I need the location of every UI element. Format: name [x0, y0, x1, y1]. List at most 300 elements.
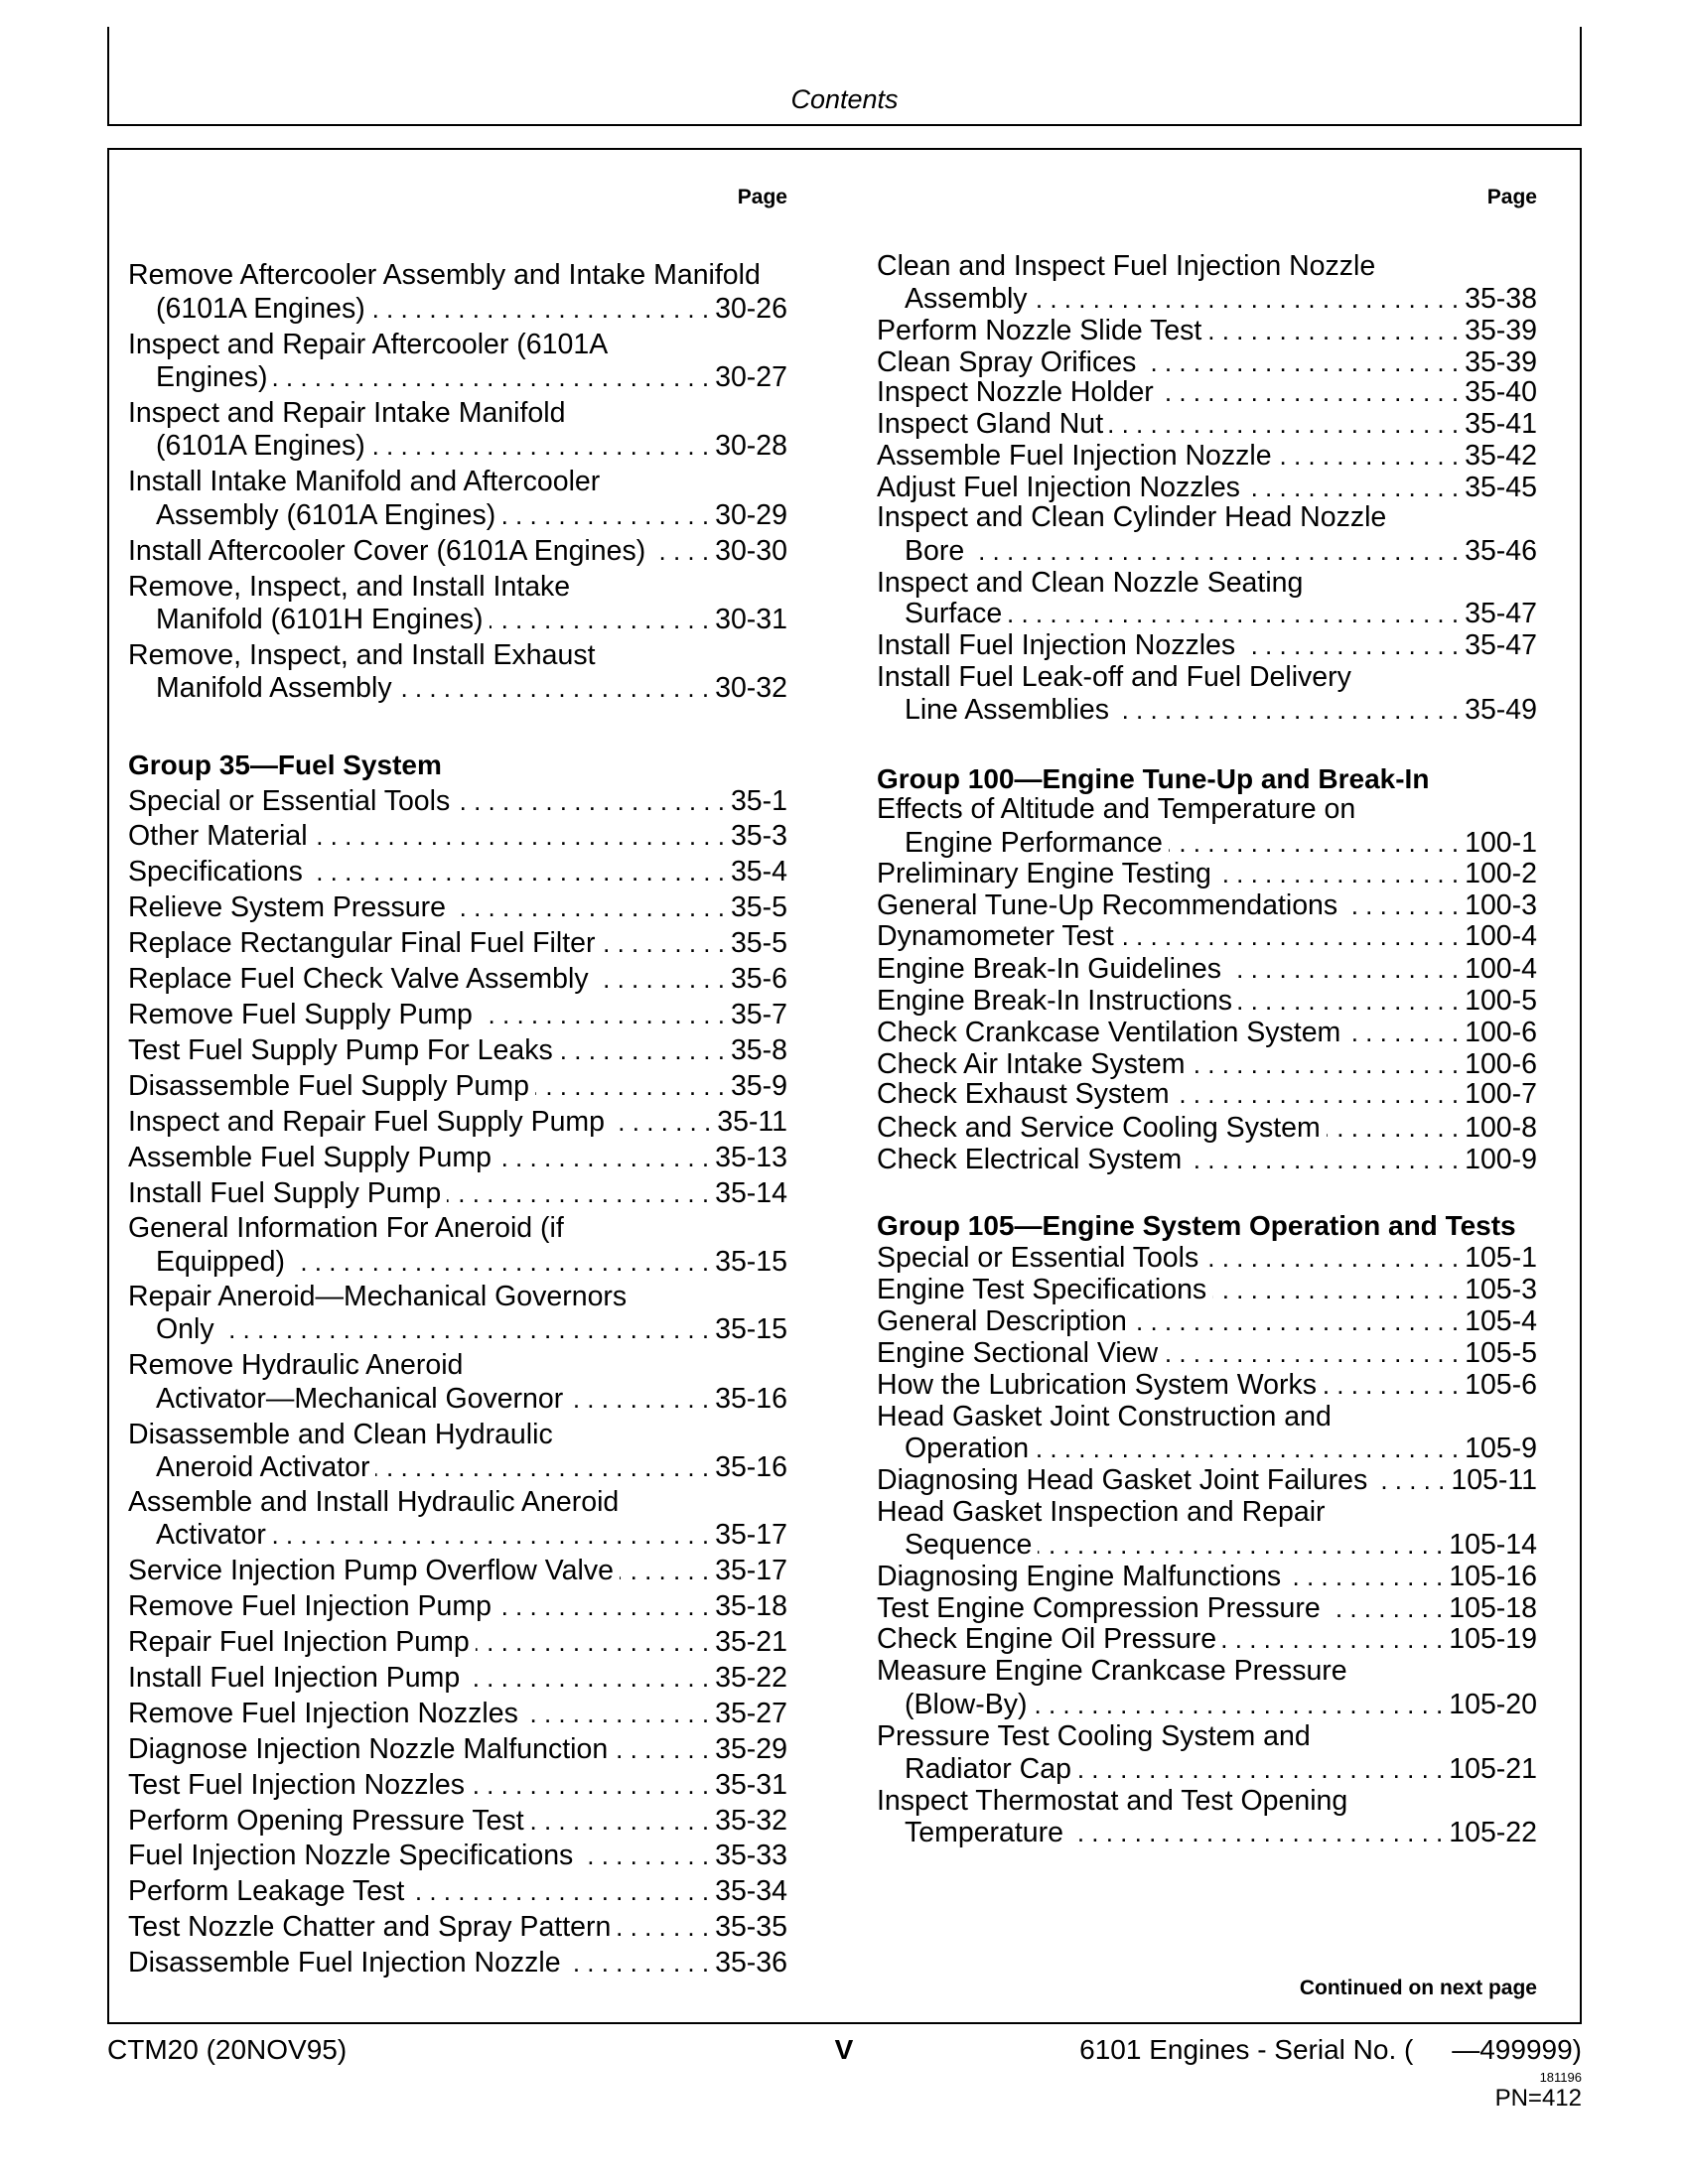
toc-entry-title: Engine Test Specifications — [877, 1274, 1207, 1305]
toc-entry-page: 105-18 — [1449, 1592, 1537, 1624]
dot-leader — [1069, 1816, 1443, 1849]
toc-entry[interactable] — [877, 919, 1537, 953]
toc-entry-page: 30-26 — [715, 293, 787, 325]
dot-leader — [309, 855, 725, 888]
toc-entry-title: Dynamometer Test — [877, 920, 1114, 952]
toc-entry-title: Check and Service Cooling System — [877, 1112, 1321, 1144]
toc-entry[interactable] — [128, 1946, 787, 1979]
toc-entry[interactable] — [128, 1732, 787, 1766]
toc-entry[interactable] — [877, 1495, 1537, 1529]
toc-entry[interactable] — [128, 1382, 787, 1416]
toc-entry[interactable] — [877, 1400, 1537, 1433]
toc-entry-page: 35-34 — [715, 1875, 787, 1907]
toc-entry-title: Remove Aftercooler Assembly and Intake Manifold — [128, 259, 761, 291]
toc-entry-title: Only — [156, 1313, 214, 1345]
toc-entry-page: 35-7 — [730, 999, 787, 1030]
toc-entry-page: 35-3 — [730, 820, 787, 852]
toc-entry-title: (Blow-By) — [905, 1689, 1028, 1720]
toc-entry-title: Repair Fuel Injection Pump — [128, 1626, 470, 1658]
toc-entry[interactable] — [128, 1211, 787, 1245]
page-title: Contents — [790, 84, 899, 114]
toc-entry-title: Replace Rectangular Final Fuel Filter — [128, 927, 596, 959]
dot-leader — [1133, 1304, 1459, 1338]
toc-entry-page: 35-38 — [1465, 283, 1537, 315]
dot-leader — [1038, 1528, 1443, 1562]
toc-entry[interactable] — [128, 962, 787, 996]
dot-leader — [1169, 826, 1459, 860]
toc-entry[interactable] — [877, 857, 1537, 890]
dot-leader — [371, 292, 709, 326]
toc-entry-page: 35-49 — [1465, 694, 1537, 726]
toc-entry-title: Test Fuel Injection Nozzles — [128, 1769, 465, 1801]
toc-entry-title: Surface — [905, 598, 1003, 629]
dot-leader — [1120, 919, 1459, 953]
dot-leader — [1227, 952, 1459, 986]
dot-leader — [559, 1033, 725, 1067]
toc-entry-title: Engines) — [156, 361, 268, 393]
toc-entry[interactable] — [877, 1816, 1537, 1849]
dot-leader — [535, 1069, 725, 1103]
toc-entry-title: Radiator Cap — [905, 1753, 1071, 1785]
toc-entry[interactable] — [877, 693, 1537, 727]
dot-leader — [1241, 628, 1459, 662]
toc-entry-title: Test Nozzle Chatter and Spray Pattern — [128, 1911, 612, 1943]
dot-leader — [314, 819, 725, 853]
footer-manual-id: CTM20 (20NOV95) — [107, 2034, 348, 2065]
toc-entry[interactable] — [877, 1528, 1537, 1562]
toc-entry[interactable] — [877, 984, 1537, 1018]
toc-entry-page: 105-11 — [1451, 1464, 1537, 1496]
toc-entry[interactable] — [128, 1450, 787, 1484]
toc-entry-page: 35-4 — [730, 856, 787, 887]
dot-leader — [1343, 888, 1459, 922]
toc-entry-page: 30-32 — [715, 672, 787, 704]
dot-leader — [497, 1141, 709, 1174]
toc-entry-page: 35-22 — [715, 1662, 787, 1694]
toc-entry[interactable] — [877, 534, 1537, 568]
toc-entry-title: Specifications — [128, 856, 303, 887]
dot-leader — [1034, 282, 1460, 316]
dot-leader — [466, 1661, 709, 1695]
toc-entry[interactable] — [877, 1273, 1537, 1306]
toc-entry-page: 35-47 — [1465, 598, 1537, 629]
dot-leader — [620, 1554, 709, 1587]
toc-entry-page: 105-3 — [1465, 1274, 1537, 1305]
toc-entry[interactable] — [128, 534, 787, 568]
dot-leader — [1373, 1463, 1445, 1497]
toc-entry-page: 105-21 — [1449, 1753, 1537, 1785]
toc-entry[interactable] — [877, 1622, 1537, 1656]
toc-entry-page: 35-5 — [730, 927, 787, 959]
toc-entry-title: Assembly — [905, 283, 1028, 315]
toc-entry[interactable] — [877, 500, 1537, 534]
dot-leader — [1346, 1016, 1459, 1049]
dot-leader — [1109, 407, 1459, 441]
toc-entry[interactable] — [128, 671, 787, 705]
toc-entry-page: 105-19 — [1449, 1623, 1537, 1655]
toc-entry-title: Diagnose Injection Nozzle Malfunction — [128, 1733, 609, 1765]
toc-entry-page: 35-16 — [715, 1451, 787, 1483]
toc-entry[interactable] — [877, 1143, 1537, 1176]
toc-entry-title: Install Intake Manifold and Aftercooler — [128, 466, 601, 497]
toc-entry-title: Inspect Nozzle Holder — [877, 376, 1154, 408]
dot-leader — [1287, 1560, 1443, 1593]
dot-leader — [272, 1518, 709, 1552]
toc-entry-page: 35-15 — [715, 1246, 787, 1278]
toc-entry[interactable] — [877, 792, 1537, 826]
toc-entry[interactable] — [877, 628, 1537, 662]
toc-entry[interactable] — [128, 1768, 787, 1802]
toc-entry[interactable] — [877, 345, 1537, 379]
toc-entry[interactable] — [128, 890, 787, 924]
toc-entry-title: Repair Aneroid—Mechanical Governors — [128, 1281, 628, 1312]
toc-entry-title: Remove, Inspect, and Install Exhaust — [128, 639, 596, 671]
dot-leader — [611, 1105, 711, 1139]
toc-entry-title: Special or Essential Tools — [877, 1242, 1199, 1274]
toc-entry[interactable] — [128, 292, 787, 326]
toc-entry-page: 35-9 — [730, 1070, 787, 1102]
toc-entry[interactable] — [877, 1752, 1537, 1786]
footer-code: 181196 — [1539, 2070, 1582, 2085]
toc-entry-page: 105-5 — [1465, 1337, 1537, 1369]
toc-entry[interactable] — [128, 638, 787, 672]
toc-entry-page: 105-4 — [1465, 1305, 1537, 1337]
toc-entry-page: 35-5 — [730, 891, 787, 923]
toc-entry[interactable] — [128, 603, 787, 636]
dot-leader — [375, 1450, 709, 1484]
toc-entry[interactable] — [128, 258, 787, 292]
dot-leader — [1160, 375, 1459, 409]
toc-entry[interactable] — [128, 784, 787, 818]
dot-leader — [273, 360, 709, 394]
dot-leader — [501, 498, 709, 532]
toc-entry-page: 30-27 — [715, 361, 787, 393]
toc-entry[interactable] — [877, 1304, 1537, 1338]
toc-entry-page: 35-33 — [715, 1840, 787, 1871]
dot-leader — [1246, 471, 1459, 504]
dot-leader — [614, 1732, 709, 1766]
toc-entry[interactable] — [877, 1016, 1537, 1049]
toc-entry-title: Preliminary Engine Testing — [877, 858, 1211, 889]
toc-entry-title: Measure Engine Crankcase Pressure — [877, 1655, 1347, 1687]
toc-entry[interactable] — [877, 1463, 1537, 1497]
toc-entry-title: Relieve System Pressure — [128, 891, 446, 923]
toc-entry-title: Line Assemblies — [905, 694, 1109, 726]
toc-entry-page: 100-3 — [1465, 889, 1537, 921]
toc-entry-title: Inspect and Clean Nozzle Seating — [877, 567, 1304, 599]
toc-entry-title: Install Fuel Injection Pump — [128, 1662, 461, 1694]
dot-leader — [1238, 984, 1459, 1018]
toc-entry[interactable] — [128, 1910, 787, 1944]
dot-leader — [479, 998, 725, 1031]
toc-entry-title: Perform Nozzle Slide Test — [877, 315, 1202, 346]
toc-entry-page: 105-16 — [1449, 1561, 1537, 1592]
toc-entry[interactable] — [877, 1784, 1537, 1818]
toc-entry-title: Perform Leakage Test — [128, 1875, 405, 1907]
toc-entry-title: Manifold (6101H Engines) — [156, 604, 484, 635]
toc-entry-title: Assemble and Install Hydraulic Aneroid — [128, 1486, 620, 1518]
page-column-label-right: Page — [1486, 186, 1537, 208]
toc-entry-title: Check Exhaust System — [877, 1078, 1170, 1110]
toc-entry-page: 35-14 — [715, 1177, 787, 1209]
toc-entry-title: Install Fuel Leak-off and Fuel Delivery — [877, 661, 1351, 693]
toc-entry-title: Perform Opening Pressure Test — [128, 1805, 524, 1837]
toc-entry[interactable] — [877, 1654, 1537, 1688]
dot-leader — [617, 1910, 709, 1944]
toc-entry[interactable] — [128, 1839, 787, 1872]
toc-entry[interactable] — [128, 855, 787, 888]
toc-entry-title: Test Fuel Supply Pump For Leaks — [128, 1034, 553, 1066]
dot-leader — [651, 534, 709, 568]
toc-entry[interactable] — [877, 314, 1537, 347]
footer-page-number: V — [834, 2034, 854, 2065]
toc-entry[interactable] — [877, 826, 1537, 860]
footer-pn: PN=412 — [1494, 2085, 1582, 2112]
dot-leader — [601, 926, 724, 960]
toc-entry[interactable] — [128, 1069, 787, 1103]
toc-entry[interactable] — [877, 439, 1537, 473]
toc-entry[interactable] — [128, 926, 787, 960]
toc-entry-page: 100-9 — [1465, 1144, 1537, 1175]
toc-entry-title: Operation — [905, 1433, 1030, 1464]
dot-leader — [1207, 314, 1459, 347]
dot-leader — [1191, 1047, 1459, 1081]
dot-leader — [1204, 1241, 1459, 1275]
toc-entry-title: Head Gasket Joint Construction and — [877, 1401, 1332, 1433]
toc-entry-title: Service Injection Pump Overflow Valve — [128, 1555, 614, 1586]
toc-entry[interactable] — [877, 407, 1537, 441]
toc-entry[interactable] — [128, 465, 787, 498]
toc-entry-page: 35-42 — [1465, 440, 1537, 472]
dot-leader — [1327, 1591, 1444, 1625]
toc-entry-page: 35-6 — [730, 963, 787, 995]
toc-entry[interactable] — [877, 1368, 1537, 1402]
toc-entry[interactable] — [877, 952, 1537, 986]
toc-entry-title: Bore — [905, 535, 965, 567]
toc-entry-page: 105-20 — [1449, 1689, 1537, 1720]
toc-entry-page: 35-15 — [715, 1313, 787, 1345]
toc-entry[interactable] — [128, 1874, 787, 1908]
toc-entry-title: Assemble Fuel Supply Pump — [128, 1142, 492, 1173]
toc-entry[interactable] — [128, 1554, 787, 1587]
dot-leader — [447, 1176, 709, 1210]
toc-entry-title: Assembly (6101A Engines) — [156, 499, 496, 531]
dot-leader — [471, 1768, 709, 1802]
toc-entry-title: (6101A Engines) — [156, 430, 365, 462]
toc-entry[interactable] — [128, 396, 787, 430]
toc-entry-title: Clean Spray Orifices — [877, 346, 1137, 378]
toc-entry[interactable] — [128, 1245, 787, 1279]
toc-entry[interactable] — [128, 1312, 787, 1346]
toc-entry[interactable] — [128, 1141, 787, 1174]
toc-entry-title: Inspect and Repair Fuel Supply Pump — [128, 1106, 606, 1138]
toc-entry-title: Special or Essential Tools — [128, 785, 451, 817]
toc-entry[interactable] — [877, 1591, 1537, 1625]
toc-entry[interactable] — [877, 471, 1537, 504]
toc-entry[interactable] — [877, 1111, 1537, 1145]
toc-entry[interactable] — [128, 1033, 787, 1067]
page-column-label-left: Page — [737, 186, 787, 208]
toc-entry-page: 35-17 — [715, 1555, 787, 1586]
dot-leader — [1278, 439, 1459, 473]
toc-entry[interactable] — [877, 597, 1537, 630]
toc-entry-title: Head Gasket Inspection and Repair — [877, 1496, 1326, 1528]
toc-entry[interactable] — [877, 1336, 1537, 1370]
toc-entry-title: Check Air Intake System — [877, 1048, 1186, 1080]
toc-entry-title: Diagnosing Engine Malfunctions — [877, 1561, 1282, 1592]
dot-leader — [1077, 1752, 1443, 1786]
toc-entry-page: 35-46 — [1465, 535, 1537, 567]
toc-entry-title: Inspect and Clean Cylinder Head Nozzle — [877, 501, 1387, 533]
toc-entry[interactable] — [877, 1077, 1537, 1111]
toc-entry[interactable] — [877, 888, 1537, 922]
toc-entry-page: 35-35 — [715, 1911, 787, 1943]
toc-entry-page: 105-1 — [1465, 1242, 1537, 1274]
toc-entry-page: 35-47 — [1465, 629, 1537, 661]
toc-entry[interactable] — [128, 998, 787, 1031]
toc-entry-title: Temperature — [905, 1817, 1063, 1848]
toc-entry[interactable] — [877, 1688, 1537, 1721]
toc-entry-title: Engine Performance — [905, 827, 1163, 859]
dot-leader — [490, 603, 710, 636]
toc-entry[interactable] — [128, 1518, 787, 1552]
toc-entry-title: Inspect and Repair Intake Manifold — [128, 397, 566, 429]
toc-entry[interactable] — [877, 566, 1537, 600]
toc-entry-page: 35-18 — [715, 1590, 787, 1622]
toc-entry[interactable] — [128, 1485, 787, 1519]
toc-entry[interactable] — [128, 1418, 787, 1451]
toc-entry-title: Sequence — [905, 1529, 1033, 1561]
continued-notice: Continued on next page — [1299, 1977, 1537, 1999]
toc-entry[interactable] — [877, 1241, 1537, 1275]
toc-entry[interactable] — [128, 328, 787, 361]
toc-entry[interactable] — [128, 1176, 787, 1210]
dot-leader — [220, 1312, 709, 1346]
toc-entry-page: 100-4 — [1465, 920, 1537, 952]
toc-entry-title: Remove, Inspect, and Install Intake — [128, 571, 571, 603]
toc-entry-page: 100-8 — [1465, 1112, 1537, 1144]
toc-entry-title: (6101A Engines) — [156, 293, 365, 325]
toc-entry[interactable] — [128, 1661, 787, 1695]
toc-entry-title: Aneroid Activator — [156, 1451, 370, 1483]
toc-entry[interactable] — [877, 1719, 1537, 1753]
toc-entry-title: Pressure Test Cooling System and — [877, 1720, 1311, 1752]
toc-entry[interactable] — [128, 1697, 787, 1730]
toc-entry-page: 35-21 — [715, 1626, 787, 1658]
toc-entry-title: Inspect Gland Nut — [877, 408, 1104, 440]
toc-entry[interactable] — [128, 1105, 787, 1139]
toc-entry-title: Assemble Fuel Injection Nozzle — [877, 440, 1272, 472]
toc-entry-page: 35-27 — [715, 1698, 787, 1729]
toc-entry-page: 105-22 — [1449, 1817, 1537, 1848]
toc-entry-title: Fuel Injection Nozzle Specifications — [128, 1840, 574, 1871]
dot-leader — [456, 784, 725, 818]
toc-entry-title: Install Fuel Injection Nozzles — [877, 629, 1236, 661]
dot-leader — [371, 429, 709, 463]
toc-entry[interactable] — [877, 375, 1537, 409]
dot-leader — [291, 1245, 709, 1279]
dot-leader — [1035, 1432, 1459, 1465]
toc-entry-title: Replace Fuel Check Valve Assembly — [128, 963, 589, 995]
toc-entry-page: 105-9 — [1465, 1433, 1537, 1464]
toc-entry[interactable] — [128, 570, 787, 604]
toc-entry[interactable] — [877, 249, 1537, 283]
toc-entry-title: Remove Hydraulic Aneroid — [128, 1349, 464, 1381]
dot-leader — [1164, 1336, 1459, 1370]
toc-entry-title: Install Fuel Supply Pump — [128, 1177, 442, 1209]
toc-entry-page: 35-29 — [715, 1733, 787, 1765]
toc-entry[interactable] — [128, 429, 787, 463]
toc-entry-title: Inspect and Repair Aftercooler (6101A — [128, 329, 609, 360]
toc-entry-page: 105-6 — [1465, 1369, 1537, 1401]
dot-leader — [1327, 1111, 1459, 1145]
toc-entry[interactable] — [128, 1280, 787, 1313]
toc-entry-title: Engine Break-In Instructions — [877, 985, 1233, 1017]
toc-entry[interactable] — [128, 1348, 787, 1382]
toc-entry-title: Activator—Mechanical Governor — [156, 1383, 564, 1415]
dot-leader — [452, 890, 725, 924]
toc-entry-page: 35-39 — [1465, 346, 1537, 378]
toc-entry-page: 35-17 — [715, 1519, 787, 1551]
toc-entry-page: 35-11 — [717, 1106, 787, 1138]
toc-entry-title: Disassemble Fuel Supply Pump — [128, 1070, 529, 1102]
toc-entry-title: Inspect Thermostat and Test Opening — [877, 1785, 1348, 1817]
toc-entry[interactable] — [128, 819, 787, 853]
toc-entry-title: Remove Fuel Injection Nozzles — [128, 1698, 518, 1729]
dot-leader — [569, 1382, 709, 1416]
toc-entry-title: Clean and Inspect Fuel Injection Nozzle — [877, 250, 1376, 282]
toc-entry-page: 100-2 — [1465, 858, 1537, 889]
toc-entry-title: Remove Fuel Injection Pump — [128, 1590, 492, 1622]
toc-entry-page: 35-16 — [715, 1383, 787, 1415]
toc-entry[interactable] — [128, 360, 787, 394]
toc-entry[interactable] — [877, 1047, 1537, 1081]
toc-entry[interactable] — [877, 282, 1537, 316]
toc-entry[interactable] — [877, 1560, 1537, 1593]
dot-leader — [1222, 1622, 1443, 1656]
toc-entry-page: 30-31 — [715, 604, 787, 635]
toc-entry[interactable] — [128, 1589, 787, 1623]
toc-entry[interactable] — [128, 498, 787, 532]
toc-entry-title: Disassemble Fuel Injection Nozzle — [128, 1947, 561, 1979]
toc-entry[interactable] — [128, 1625, 787, 1659]
dot-leader — [1188, 1143, 1459, 1176]
section-heading: Group 35—Fuel System — [128, 750, 442, 780]
section-heading: Group 100—Engine Tune-Up and Break-In — [877, 763, 1430, 794]
toc-entry-title: Install Aftercooler Cover (6101A Engines) — [128, 535, 646, 567]
toc-entry[interactable] — [128, 1804, 787, 1838]
toc-entry[interactable] — [877, 660, 1537, 694]
toc-entry-title: General Tune-Up Recommendations — [877, 889, 1338, 921]
toc-entry-page: 105-14 — [1449, 1529, 1537, 1561]
toc-entry-title: Engine Sectional View — [877, 1337, 1159, 1369]
toc-entry-page: 100-6 — [1465, 1017, 1537, 1048]
toc-entry-title: Disassemble and Clean Hydraulic — [128, 1419, 553, 1450]
toc-entry[interactable] — [877, 1432, 1537, 1465]
toc-entry-title: Engine Break-In Guidelines — [877, 953, 1221, 985]
toc-entry-page: 30-30 — [715, 535, 787, 567]
toc-entry-page: 35-1 — [730, 785, 787, 817]
toc-entry-title: Check Engine Oil Pressure — [877, 1623, 1217, 1655]
toc-entry-page: 35-32 — [715, 1805, 787, 1837]
dot-leader — [497, 1589, 709, 1623]
toc-entry-title: Manifold Assembly — [156, 672, 392, 704]
toc-entry-title: Check Crankcase Ventilation System — [877, 1017, 1341, 1048]
toc-entry-title: Check Electrical System — [877, 1144, 1183, 1175]
toc-entry-page: 35-13 — [715, 1142, 787, 1173]
dot-leader — [567, 1946, 709, 1979]
toc-entry-page: 35-36 — [715, 1947, 787, 1979]
